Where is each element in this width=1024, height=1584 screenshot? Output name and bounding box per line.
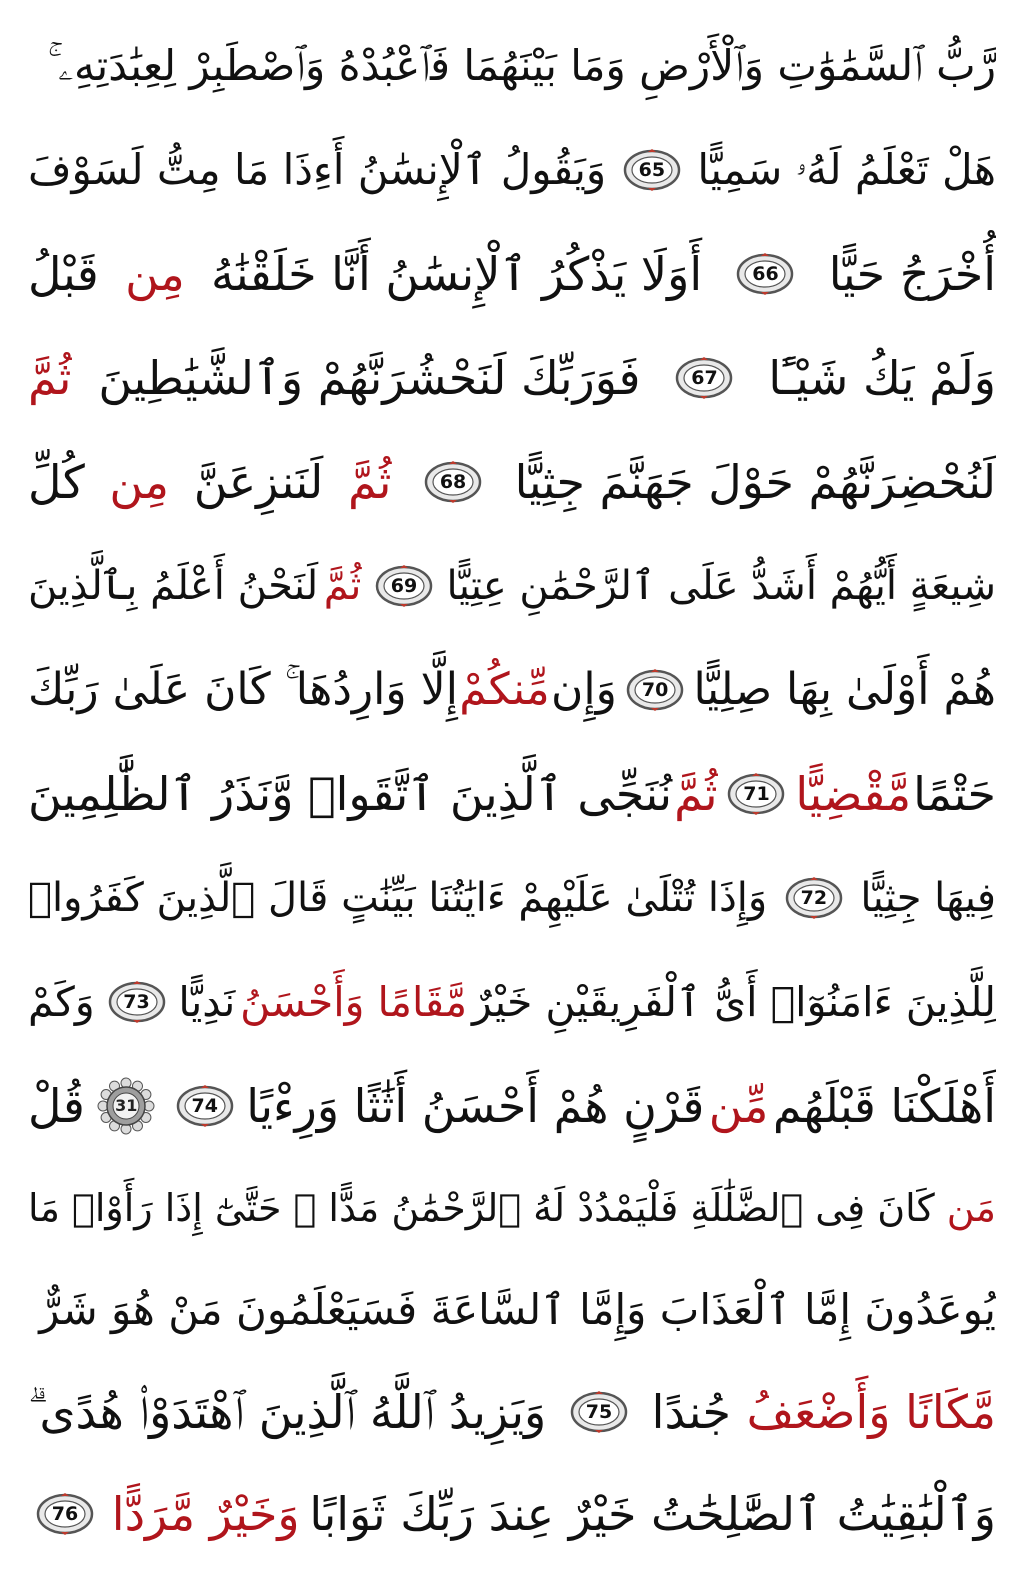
tajweed-highlighted-text: ثُمَّ (28, 351, 72, 405)
hizb-marker (95, 1075, 157, 1137)
verse-number-marker (108, 981, 166, 1023)
verse-text: هَلْ تَعْلَمُ لَهُۥ سَمِيًّا (697, 145, 996, 194)
verse-text: إِلَّا وَارِدُهَا ۚ كَانَ عَلَىٰ رَبِّكَ (28, 664, 458, 715)
verse-number: 70 (641, 679, 669, 701)
verse-text: فِيهَا جِثِيًّا (860, 875, 996, 921)
verse-text: لَنَنزِعَنَّ (193, 455, 324, 509)
verse-text: قَبْلُ (28, 247, 99, 301)
verse-text: لِلَّذِينَ ءَامَنُوٓا۟ أَىُّ ٱلْفَرِيقَيْنِ خَيْرٌ (472, 978, 996, 1026)
text-line (28, 746, 996, 842)
verse-text: قُلْ (28, 1079, 85, 1133)
tajweed-highlighted-text: مِن (109, 455, 170, 509)
verse-number: 75 (585, 1401, 613, 1423)
verse-text: وَإِذَا تُتْلَىٰ عَلَيْهِمْ ءَايَٰتُنَا بَيِّنَٰتٍ قَالَ ٱلَّذِينَ كَفَرُوا۟ (28, 875, 768, 921)
verse-number: 71 (743, 783, 770, 805)
tajweed-highlighted-text: ثُمَّ (347, 455, 392, 509)
tajweed-highlighted-text: مَّقَامًا وَأَحْسَنُ (240, 978, 468, 1026)
verse-text: أَهْلَكْنَا قَبْلَهُم (772, 1079, 996, 1133)
verse-number-marker (424, 461, 482, 503)
verse-text: فَوَرَبِّكَ لَنَحْشُرَنَّهُمْ وَٱلشَّيَٰطِينَ (98, 351, 641, 405)
verse-text: وَلَمْ يَكُ شَيْـًٔا (768, 351, 996, 405)
tajweed-highlighted-text: مِن (125, 247, 185, 301)
verse-number-marker (626, 669, 684, 711)
verse-text: شِيعَةٍ أَيُّهُمْ أَشَدُّ عَلَى ٱلرَّحْمَٰنِ عِتِيًّا (446, 563, 996, 609)
verse-number-marker (375, 565, 433, 607)
verse-text: نُنَجِّى ٱلَّذِينَ ٱتَّقَوا۟ وَّنَذَرُ ٱلظَّٰلِمِينَ (28, 767, 673, 821)
verse-number-marker (176, 1085, 234, 1127)
verse-text: كُلِّ (28, 455, 85, 509)
tajweed-highlighted-text: مِّن (708, 1079, 769, 1133)
verse-text: قَرْنٍ هُمْ أَحْسَنُ أَثَٰثًا وَرِءْيًا (246, 1079, 705, 1133)
text-line (28, 954, 996, 1050)
verse-number: 66 (752, 263, 779, 285)
verse-text: أُخْرَجُ حَيًّا (828, 247, 996, 301)
tajweed-highlighted-text: مَن (946, 1186, 996, 1230)
text-line (28, 434, 996, 530)
tajweed-highlighted-text: مَّكَانًا وَأَضْعَفُ (746, 1385, 996, 1439)
verse-text: وَيَزِيدُ ٱللَّهُ ٱلَّذِينَ ٱهْتَدَوْا۟ هُدًى ۗ (28, 1385, 547, 1439)
verse-text: لَنَحْنُ أَعْلَمُ بِٱلَّذِينَ (28, 563, 319, 609)
verse-text: وَكَمْ (28, 978, 95, 1026)
verse-number: 76 (51, 1503, 79, 1525)
verse-text: وَإِن (551, 664, 617, 715)
verse-number-marker (785, 877, 843, 919)
verse-text: رَّبُّ ٱلسَّمَٰوَٰتِ وَٱلْأَرْضِ وَمَا بَيْنَهُمَا فَٱعْبُدْهُ وَٱصْطَبِرْ لِعِبَٰدَتِهِۦ ۚ (47, 41, 996, 90)
text-line (28, 18, 996, 114)
verse-number-marker (570, 1391, 628, 1433)
verse-text: كَانَ فِى ٱلضَّلَٰلَةِ فَلْيَمْدُدْ لَهُ ٱلرَّحْمَٰنُ مَدًّا ۚ حَتَّىٰٓ إِذَا رَأَوْا۟ مَا (28, 1186, 935, 1230)
text-line (28, 538, 996, 634)
verse-number: 73 (123, 991, 150, 1013)
text-line (28, 1160, 996, 1256)
verse-number-marker (623, 149, 681, 191)
tajweed-highlighted-text: ثُمَّ (323, 563, 362, 609)
verse-number-marker (736, 253, 794, 295)
verse-number: 69 (390, 575, 418, 597)
text-line (28, 330, 996, 426)
text-line (28, 1058, 996, 1154)
verse-number: 72 (800, 887, 828, 909)
tajweed-highlighted-text: مِّنكُمْ (459, 664, 550, 715)
verse-number-marker (727, 773, 785, 815)
text-line (28, 122, 996, 218)
text-line (28, 850, 996, 946)
verse-text: يُوعَدُونَ إِمَّا ٱلْعَذَابَ وَإِمَّا ٱلسَّاعَةَ فَسَيَعْلَمُونَ مَنْ هُوَ شَرٌّ (39, 1285, 996, 1334)
verse-text: أَوَلَا يَذْكُرُ ٱلْإِنسَٰنُ أَنَّا خَلَقْنَٰهُ (211, 247, 703, 301)
text-line (28, 642, 996, 738)
verse-number: 65 (638, 159, 666, 181)
text-line (28, 226, 996, 322)
text-line (28, 1262, 996, 1358)
verse-text: وَيَقُولُ ٱلْإِنسَٰنُ أَءِذَا مَا مِتُّ لَسَوْفَ (28, 145, 607, 194)
text-line (28, 1466, 996, 1562)
tajweed-highlighted-text: مَّقْضِيًّا (795, 767, 912, 821)
text-line (28, 1364, 996, 1460)
verse-text: جُندًا (651, 1385, 731, 1439)
verse-number-marker (36, 1493, 94, 1535)
verse-number: 74 (191, 1095, 218, 1117)
verse-text: هُمْ أَوْلَىٰ بِهَا صِلِيًّا (693, 664, 996, 715)
verse-text: وَٱلْبَٰقِيَٰتُ ٱلصَّٰلِحَٰتُ خَيْرٌ عِندَ رَبِّكَ ثَوَابًا (309, 1487, 996, 1541)
verse-number: 68 (439, 471, 467, 493)
verse-number-marker (675, 357, 733, 399)
tajweed-highlighted-text: ثُمَّ (674, 767, 718, 821)
tajweed-highlighted-text: وَخَيْرٌ مَّرَدًّا (111, 1487, 300, 1541)
verse-text: نَدِيًّا (178, 978, 236, 1026)
verse-number: 67 (691, 367, 718, 389)
verse-text: لَنُحْضِرَنَّهُمْ حَوْلَ جَهَنَّمَ جِثِيًّا (514, 455, 996, 509)
hizb-number: 31 (115, 1096, 138, 1115)
verse-text: حَتْمًا (913, 767, 996, 821)
